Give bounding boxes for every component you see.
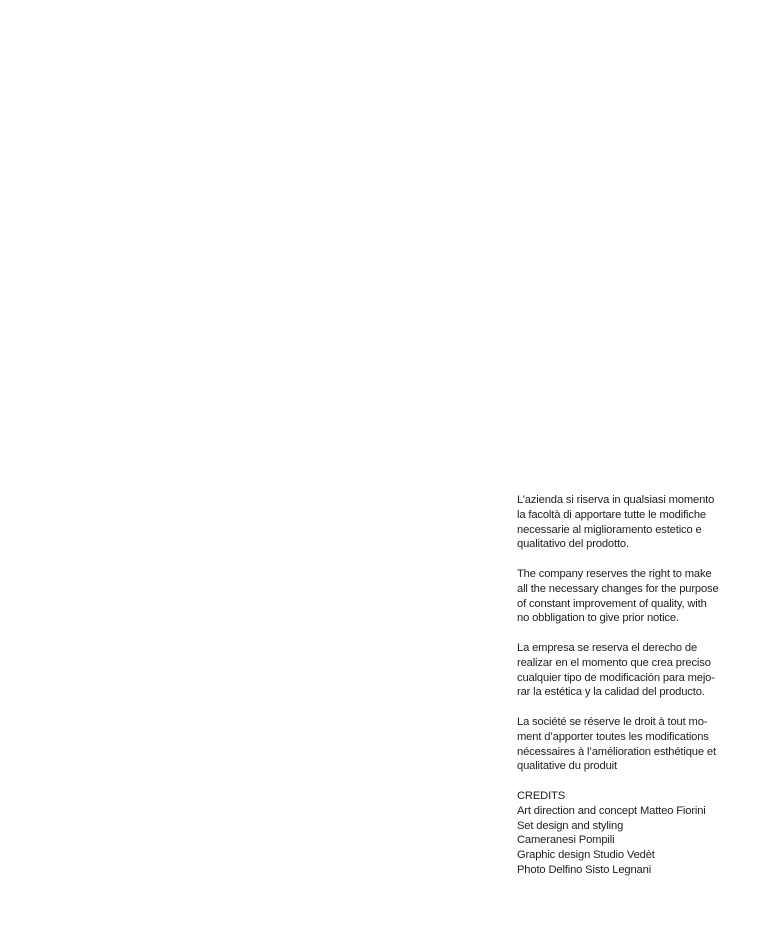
text-line: qualitative du produit	[517, 760, 617, 773]
text-line: rar la estética y la calidad del producto.	[517, 686, 705, 699]
text-line: L’azienda si riserva in qualsiasi momento	[517, 494, 715, 506]
text-line: necessarie al miglioramento estetico e	[517, 523, 702, 536]
text-line: The company reserves the right to make	[517, 567, 712, 580]
credit-line: Cameranesi Pompili	[517, 834, 615, 847]
credit-line: Graphic design Studio Vedèt	[517, 849, 655, 862]
credit-line: Photo Delfino Sisto Legnani	[517, 863, 652, 876]
text-line: no obbligation to give prior notice.	[517, 612, 679, 625]
text-line: La empresa se reserva el derecho de	[517, 641, 698, 654]
text-line: qualitativo del prodotto.	[517, 538, 629, 551]
credits-section	[517, 789, 757, 878]
legal-text-block	[517, 493, 757, 878]
text-line: cualquier tipo de modificación para mejo-	[517, 671, 715, 684]
disclaimer-english	[517, 567, 757, 626]
credit-line: Set design and styling	[517, 819, 624, 832]
text-line: all the necessary changes for the purpose	[517, 582, 719, 595]
text-line: nécessaires à l’amélioration esthétique et	[517, 745, 716, 758]
credit-line: Art direction and concept Matteo Fiorini	[517, 804, 706, 817]
text-line: la facoltà di apportare tutte le modifiche	[517, 508, 706, 521]
disclaimer-italian	[517, 493, 757, 552]
text-line: ment d’apporter toutes les modifications	[517, 730, 709, 743]
credits-heading: CREDITS	[517, 789, 566, 802]
text-line: La société se réserve le droit à tout mo-	[517, 715, 708, 728]
text-line: of constant improvement of quality, with	[517, 597, 707, 610]
text-line: realizar en el momento que crea preciso	[517, 656, 711, 669]
disclaimer-french	[517, 715, 757, 774]
disclaimer-spanish	[517, 641, 757, 700]
